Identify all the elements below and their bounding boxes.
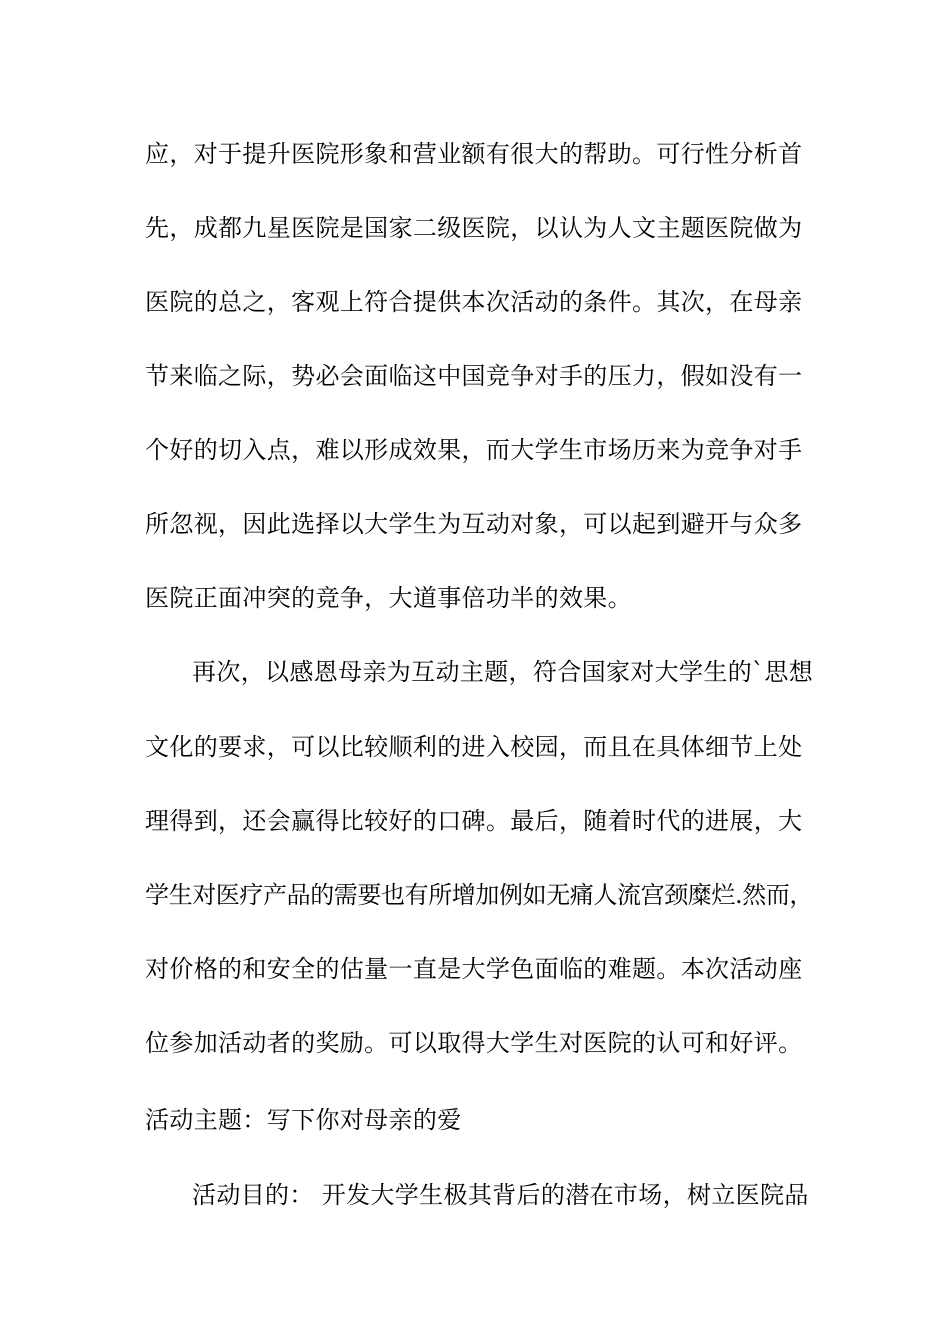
text-line: 医院的总之，客观上符合提供本次活动的条件。其次，在母亲 — [145, 288, 803, 316]
text-line: 节来临之际，势必会面临这中国竞争对手的压力，假如没有一 — [145, 362, 803, 390]
text-line: 所忽视，因此选择以大学生为互动对象，可以起到避开与众多 — [145, 510, 803, 538]
text-line: 对价格的和安全的估量一直是大学色面临的难题。本次活动座 — [145, 955, 803, 983]
text-line: 个好的切入点，难以形成效果，而大学生市场历来为竞争对手 — [145, 436, 803, 464]
text-line: 理得到，还会赢得比较好的口碑。最后，随着时代的进展，大 — [145, 807, 803, 835]
text-line: 医院正面冲突的竞争，大道事倍功半的效果。 — [145, 584, 632, 612]
section-heading: 活动主题：写下你对母亲的爱 — [145, 1106, 462, 1134]
text-line: 再次，以感恩母亲为互动主题，符合国家对大学生的`思想 — [192, 658, 814, 686]
text-line: 先，成都九星医院是国家二级医院，以认为人文主题医院做为 — [145, 214, 803, 242]
text-line: 位参加活动者的奖励。可以取得大学生对医院的认可和好评。 — [145, 1029, 803, 1057]
text-line: 活动目的： 开发大学生极其背后的潜在市场，树立医院品 — [192, 1181, 809, 1209]
text-line: 学生对医疗产品的需要也有所增加例如无痛人流宫颈糜烂.然而， — [145, 881, 814, 909]
text-line: 应，对于提升医院形象和营业额有很大的帮助。可行性分析首 — [145, 140, 803, 168]
text-line: 文化的要求，可以比较顺利的进入校园，而且在具体细节上处 — [145, 733, 803, 761]
